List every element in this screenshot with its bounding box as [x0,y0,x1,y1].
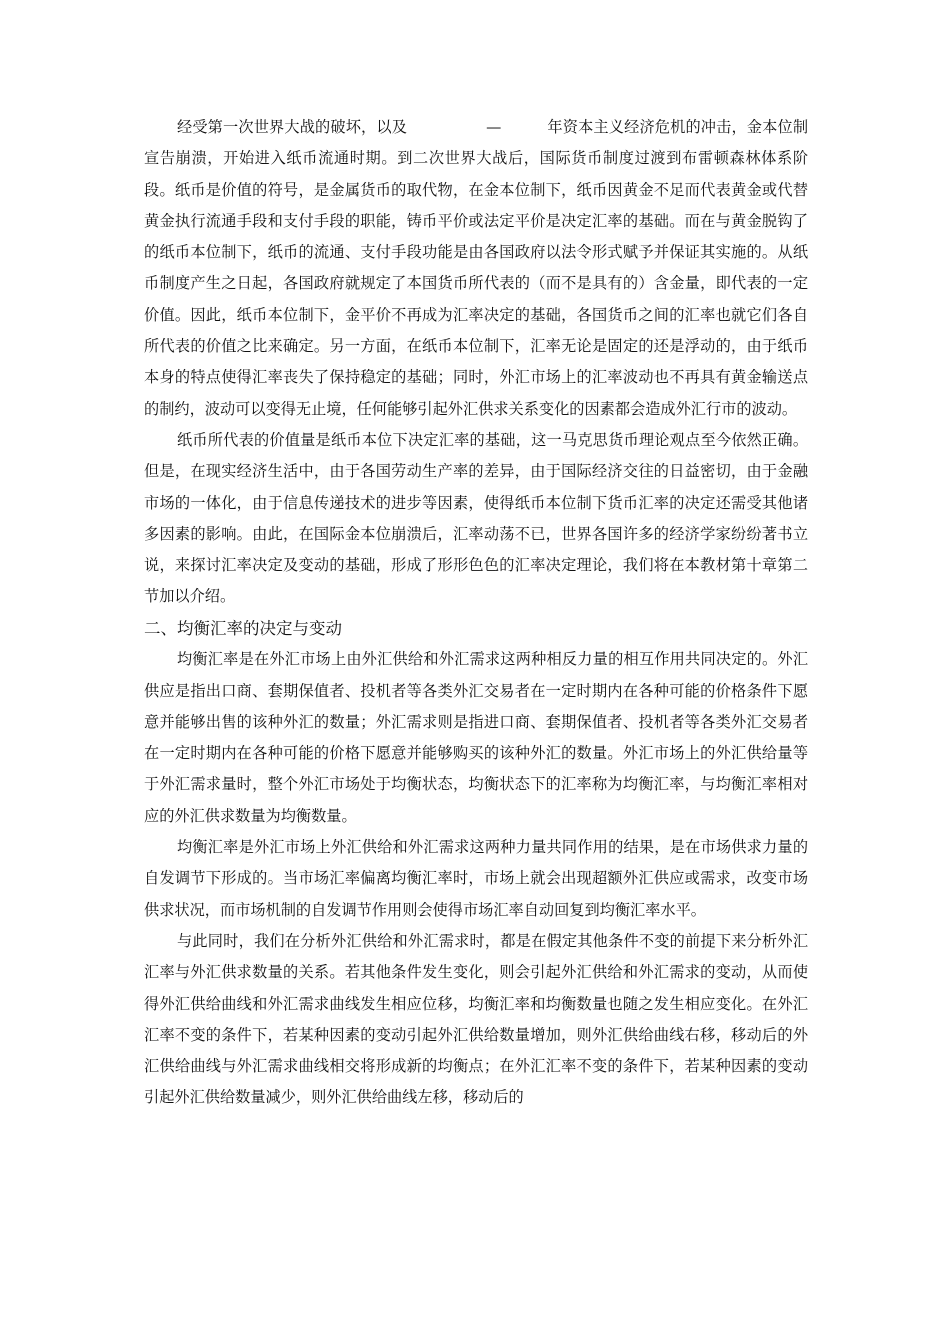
paragraph-text-start: 经受第一次世界大战的破坏，以及 [177,118,408,136]
paragraph-curve-shifts: 与此同时，我们在分析外汇供给和外汇需求时，都是在假定其他条件不变的前提下来分析外汇汇率与外汇供求数量的关系。若其他条件发生变化，则会引起外汇供给和外汇需求的变动，从而使得外汇供给曲线和外汇需求曲线发生相应位移，均衡汇率和均衡数量也随之发生相应变化。在外汇汇率不变的条件下，若某种因素的变动引起外汇供给数量增加，则外汇供给曲线右移，移动后的外汇供给曲线与外汇需求曲线相交将形成新的均衡点；在外汇汇率不变的条件下，若某种因素的变动引起外汇供给数量减少，则外汇供给曲线左移，移动后的 [144,931,808,1107]
paragraph-text-rest: 年资本主义经济危机的冲击，金本位制宣告崩溃，开始进入纸币流通时期。到二次世界大战后，国际货币制度过渡到布雷顿森林体系阶段。纸币是价值的符号，是金属货币的取代物，在金本位制下，纸币因黄金不足而代表黄金或代替黄金执行流通手段和支付手段的职能，铸币平价或法定平价是决定汇率的基础。而在与黄金脱钩了的纸币本位制下，纸币的流通、支付手段功能是由各国政府以法令形式赋予并保证其实施的。从纸币制度产生之日起，各国政府就规定了本国货币所代表的（而不是具有的）含金量，即代表的一定价值。因此，纸币本位制下，金平价不再成为汇率决定的基础，各国货币之间的汇率也就它们各自所代表的价值之比来确定。另一方面，在纸币本位制下，汇率无论是固定的还是浮动的，由于纸币本身的特点使得汇率丧失了保持稳定的基础；同时，外汇市场上的汇率波动也不再具有黄金输送点的制约，波动可以变得无止境，任何能够引起外汇供求关系变化的因素都会造成外汇行市的波动。 [144,118,809,418]
paragraph-gold-standard-collapse [144,112,808,425]
paragraph-equilibrium-adjustment: 均衡汇率是外汇市场上外汇供给和外汇需求这两种力量共同作用的结果，是在市场供求力量的自发调节下形成的。当市场汇率偏离均衡汇率时，市场上就会出现超额外汇供应或需求，改变市场供求状况，而市场机制的自发调节作用则会使得市场汇率自动回复到均衡汇率水平。 [144,838,808,919]
section-heading: 二、均衡汇率的决定与变动 [144,618,342,638]
year-range-dash: — [486,118,502,136]
paragraph-paper-money-value: 纸币所代表的价值量是纸币本位下决定汇率的基础，这一马克思货币理论观点至今依然正确。但是，在现实经济生活中，由于各国劳动生产率的差异，由于国际经济交往的日益密切，由于金融市场的一体化，由于信息传递技术的进步等因素，使得纸币本位制下货币汇率的决定还需受其他诸多因素的影响。由此，在国际金本位崩溃后，汇率动荡不已，世界各国许多的经济学家纷纷著书立说，来探讨汇率决定及变动的基础，形成了形形色色的汇率决定理论，我们将在本教材第十章第二节加以介绍。 [144,430,808,606]
document-page [144,112,808,1114]
paragraph-equilibrium-definition: 均衡汇率是在外汇市场上由外汇供给和外汇需求这两种相反力量的相互作用共同决定的。外汇供应是指出口商、套期保值者、投机者等各类外汇交易者在一定时期内在各种可能的价格条件下愿意并能够出售的该种外汇的数量；外汇需求则是指进口商、套期保值者、投机者等各类外汇交易者在一定时期内在各种可能的价格下愿意并能够购买的该种外汇的数量。外汇市场上的外汇供给量等于外汇需求量时，整个外汇市场处于均衡状态，均衡状态下的汇率称为均衡汇率，与均衡汇率相对应的外汇供求数量为均衡数量。 [144,650,808,825]
